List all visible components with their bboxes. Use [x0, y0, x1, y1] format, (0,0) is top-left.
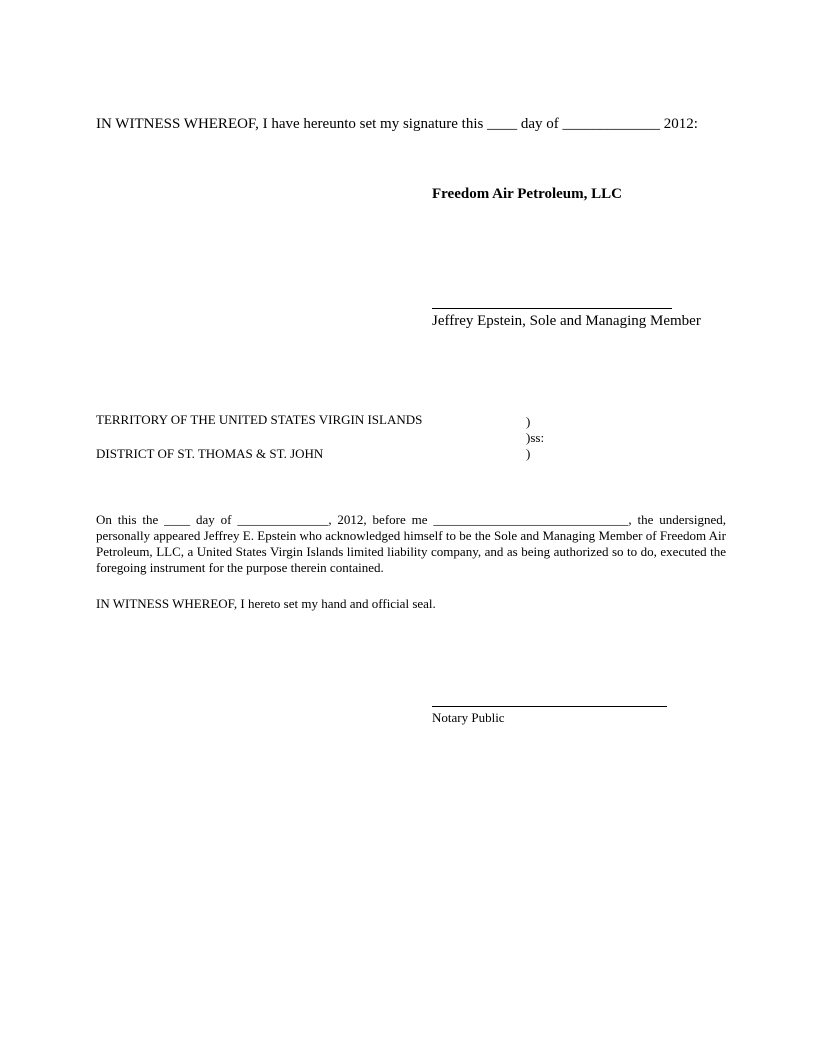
witness-clause: IN WITNESS WHEREOF, I have hereunto set my signature this ____ day of _____________ 2012:	[96, 116, 698, 132]
notary-label: Notary Public	[432, 710, 505, 725]
venue-territory: TERRITORY OF THE UNITED STATES VIRGIN ISLANDS	[96, 412, 423, 427]
venue-paren-bottom: )	[526, 446, 531, 461]
venue-paren-ss: )ss:	[526, 430, 545, 445]
hand-and-seal-clause: IN WITNESS WHEREOF, I hereto set my hand and official seal.	[96, 596, 436, 611]
signer-name-title: Jeffrey Epstein, Sole and Managing Member	[432, 313, 701, 329]
notary-signature-line	[432, 706, 667, 707]
company-name: Freedom Air Petroleum, LLC	[432, 186, 622, 202]
signature-line	[432, 308, 672, 309]
venue-district: DISTRICT OF ST. THOMAS & ST. JOHN	[96, 446, 324, 461]
venue-paren-top: )	[526, 414, 531, 429]
acknowledgment-paragraph: On this the ____ day of ______________, 2012, before me ______________________________, the undersigned, personally appeared Jeffrey E. Epstein who acknowledged himself to be the Sole and Managing Member of Freedom Air Petroleum, LLC, a United States Virgin Islands limited liability company, and as being authorized so to do, executed the foregoing instrument for the purpose therein contained.	[96, 512, 726, 575]
